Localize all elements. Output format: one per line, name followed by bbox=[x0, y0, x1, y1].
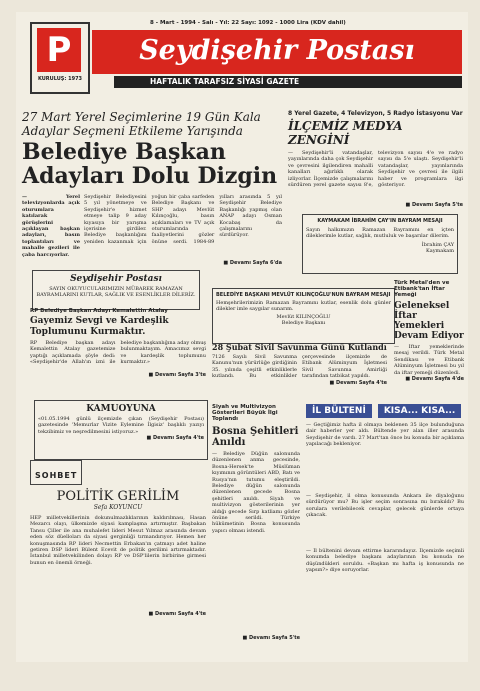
civil-defense-story bbox=[212, 342, 387, 386]
civil-headline: 28 Şubat Sivil Savunma Günü Kutlandı bbox=[212, 342, 387, 352]
lead-body: Seydişehir Belediyesini 5 yıl yönetmeye ve Seydişehir'e hizmet etmeye talip 9 aday kıyasıya bir yarışma içerisine girdiler. Belediye başkanlığını yeniden kazanmak için yoğun bir çaba sarfeden Belediye Başkanı ve SHP adayı Mevlüt Kılınçoğlu, basın açıklamaları ve TV açık oturumlarında faaliyetlerini gözler önüne serdi. 1984-89 yılları arasında 5 yıl Seydişehir Belediye Başkanlığı yapmış olan ANAP adayı Osman Kocabaş da çalışmalarını sürdürüyor. bbox=[84, 194, 282, 245]
title-banner bbox=[92, 30, 462, 74]
public-notice-continued: ■ Devamı Sayfa 4'te bbox=[146, 435, 204, 442]
lead-headline: Belediye Başkan Adayları Dolu Dizgin bbox=[22, 139, 278, 189]
public-notice-box bbox=[34, 400, 208, 460]
dateline: 8 - Mart - 1994 - Salı - Yıl: 22 Sayı: 1092 - 1000 Lira (KDV dahil) bbox=[150, 20, 346, 26]
lead-kicker: 27 Mart Yerel Seçimlerine 19 Gün Kala Adaylar Seçmeni Etkileme Yarışında bbox=[22, 110, 261, 138]
iftar-kicker: Türk Metal'den ve Etibank'tan İftar Yemeği bbox=[394, 280, 450, 298]
media-body: — Seydişehir'li vatandaşlar, yayınlarında daha çok Seydişehir ve çevresini ilgilendiren mahalli kanalları ağırlıklı olarak izliyorlar. İlçemizde çalışmalarını sürdüren yerel gazete sayısı 8'e, televizyon sayısı 4'e ve radyo sayısı da 5'e ulaştı. Seydişehir'li vatandaşlar, yayınlarında Seydişehir ve çevresi ile ilgili haber ve programlara ilgi gösteriyor. bbox=[288, 150, 463, 189]
mayor-message-box bbox=[212, 288, 395, 344]
ad-body: SAYIN OKUYUCULARIMIZIN MÜBAREK RAMAZAN BAYRAMLARINI KUTLAR, SAĞLIK VE ESENLİKLER DİLERİZ. bbox=[36, 286, 196, 298]
bosnia-story bbox=[212, 404, 300, 641]
media-kicker: 8 Yerel Gazete, 4 Televizyon, 5 Radyo İstasyonu Var bbox=[288, 110, 463, 117]
iftar-story bbox=[394, 280, 464, 382]
newspaper-logo bbox=[30, 22, 90, 94]
bulletin-label: İL BÜLTENİ bbox=[306, 404, 372, 418]
subtitle-bar bbox=[114, 76, 462, 88]
mayor-body: Hemşehrilerimizin Ramazan Bayramını kutlar, esenlik dolu günler dilekler imle saygılar sunarım. bbox=[216, 300, 391, 313]
bosnia-kicker: Siyah ve Multivizyon Gösterileri Büyük İlgi Toplandı bbox=[212, 404, 278, 422]
civil-body: 7126 Sayılı Sivil Savunma Kanunu'nun yürürlüğe girdiğinin 35. yılında çeşitli etkinliklerle kutlandı. Bu etkinlikler çerçevesinde ilçemizde de Etibank Alüminyum İşletmesi Sivil Savunma Amirliği tarafından tatbikat yapıldı. bbox=[212, 354, 387, 380]
iftar-continued: ■ Devamı Sayfa 4'de bbox=[405, 376, 464, 382]
kaymakam-sign: İbrahim ÇAY bbox=[421, 241, 454, 248]
newspaper-name: Seydişehir Postası bbox=[139, 35, 415, 66]
kaymakam-role: Kaymakam bbox=[425, 248, 454, 255]
masthead bbox=[30, 22, 462, 102]
rp-story bbox=[30, 308, 206, 378]
holiday-ad-box bbox=[32, 270, 200, 310]
public-notice-title: KAMUOYUNA bbox=[86, 404, 156, 414]
lead-intro: — Yerel televizyonlarda açık oturumlara katılarak görüşlerini açıklayan başkan adayları, basın toplantıları ve mahalle gezileri ile çaba harcıyorlar. bbox=[22, 194, 80, 258]
kaymakam-message-box bbox=[302, 214, 458, 274]
civil-continued: ■ Devamı Sayfa 4'te bbox=[329, 380, 387, 386]
bulletin-item: — Geçtiğimiz hafta il olmaya beklenen 35 ilçe bulunduğuna dair haberler yer aldı. Bültende yer alan iller arasında Seydişehir de vardı. 27 Mart'tan önce bu konuda bir açıklama yapılacağı bekleniyor. bbox=[306, 422, 464, 448]
media-continued: ■ Devamı Sayfa 5'te bbox=[405, 202, 463, 208]
rp-body: RP Belediye başkan adayı Kemalettin Atalay gazetemize yaptığı açıklamada şöyle dedi: «Seydişehir'de Allah'ın izni ile belediye başkanlığına aday olmuş bulunmaktayım. Amacımız sevgi ve kardeşlik toplumunu kurmaktır.» bbox=[30, 340, 206, 366]
bulletin-short-label: KISA... KISA... bbox=[378, 404, 462, 418]
sohbet-column bbox=[30, 460, 206, 617]
sohbet-author: Sefa KOYUNCU bbox=[93, 504, 143, 511]
province-bulletin bbox=[306, 404, 464, 606]
ad-name: Seydişehir Postası bbox=[70, 274, 162, 284]
sohbet-continued: ■ Devamı Sayfa 4'te bbox=[148, 611, 206, 617]
iftar-body: — İftar yemeklerinde mesaj verildi. Türk Metal Sendikası ve Etibank Alüminyum İşletmesi bu yıl da iftar yemeği düzenledi. bbox=[394, 344, 464, 376]
founded-text: KURULUŞ: 1973 bbox=[37, 76, 83, 82]
bulletin-item: — İl bültenini devam ettirme kararındayız. İlçemizde seçimli konumda belediye başkanı adaylarının bu konuda ne düşündükleri soruldu. «Başkan mı hafta iş konusunda ne yapsın?» diye soruyorlar. bbox=[306, 548, 464, 574]
sohbet-label-box bbox=[30, 460, 82, 485]
lead-story bbox=[22, 110, 282, 266]
mayor-sign: Mevlüt KILINÇOĞLU bbox=[276, 313, 331, 320]
rp-kicker: RP Belediye Başkan Adayı Kemalettin Atalay bbox=[30, 308, 168, 314]
iftar-headline: Geleneksel İftar Yemekleri Devam Ediyor bbox=[394, 301, 464, 341]
bulletin-item: — Seydişehir, il olma konusunda Ankara ile diyaloğunu sürdürüyor mu? Bu işler seçim sonrasına mı bırakıldı? Bu sorulara verilebilecek cevaplar, gelecek günlerde ortaya çıkacak. bbox=[306, 493, 464, 519]
media-headline: İLÇEMİZ MEDYA ZENGİNİ bbox=[288, 119, 403, 147]
sohbet-body: HEP milletvekillerinin dokunulmazlıklarının kaldırılması, Hasan Mezarcı olayı, ülkemizde siyasi kamplaşma artırmıştır. Başbakan Tansu Çiller ile ana muhalefet lideri Mesut Yılmaz arasında devam eden söz düelloları da siyasi gerginliği tırmandırıyor. Hemen her konuşmasında RP lideri Necmettin Erbakan'ın çatmayı adet haline getiren DSP lideri Bülent Ecevit de politik gerilimi artırmaktadır. İstanbul milletvekilinden dolayı RP ve DSP'lilerin birbirine girmesi bunun en önemli örneği. bbox=[30, 515, 206, 566]
bosnia-headline: Bosna Şehitleri Anıldı bbox=[212, 426, 299, 448]
newspaper-subtitle: HAFTALIK TARAFSIZ SİYASİ GAZETE bbox=[150, 77, 300, 86]
lead-continued: ■ Devamı Sayfa 6'da bbox=[223, 260, 282, 266]
rp-headline: Gayemiz Sevgi ve Kardeşlik Toplumunu Kurmaktır. bbox=[30, 316, 169, 337]
media-story bbox=[288, 110, 463, 208]
sohbet-label: SOHBET bbox=[35, 471, 78, 480]
kaymakam-title: KAYMAKAM İBRAHİM ÇAY'IN BAYRAM MESAJI bbox=[317, 218, 443, 224]
sohbet-headline: POLİTİK GERİLİM bbox=[56, 489, 180, 504]
bosnia-continued: ■ Devamı Sayfa 5'te bbox=[242, 635, 300, 641]
newspaper-page bbox=[16, 12, 468, 662]
mayor-role: Belediye Başkanı bbox=[281, 320, 326, 327]
public-notice-body: «01.05.1994 günlü ilçemizde çıkan (Seydişehir Postası) gazetesinde 'Memurlar Vizite Eylemine İlgisiz' başlıklı yazıyı tekzibimiz ve neşredilmesini istiyoruz.» bbox=[38, 416, 204, 435]
p-logo-icon: P bbox=[37, 28, 81, 72]
rp-continued: ■ Devamı Sayfa 3'te bbox=[148, 372, 206, 378]
kaymakam-body: Sayın halkımızın Ramazan Bayramını en içten dileklerimle kutlar, sağlık, mutluluk ve başarılar dilerim. bbox=[306, 227, 454, 240]
bosnia-body: — Belediye Düğün salonunda düzenlenen anma gecesinde, Bosna-Hersek'te Müslüman kıyımının görüntüleri ABD, Batı ve Rusya'nın tutumu eleştirildi. Belediye düğün salonunda düzenlenen gecede Bosna şehitleri anıldı. Siyah ve multivizyon gösterilerinin yer aldığı gecede Sırp katliamı gözler önüne serildi. Türkiye hükümetinin Bosna konusunda yapıcı olması istendi. bbox=[212, 451, 300, 534]
mayor-title: BELEDİYE BAŞKANI MEVLÜT KILINÇOĞLU'NUN BAYRAM MESAJI bbox=[216, 292, 391, 298]
